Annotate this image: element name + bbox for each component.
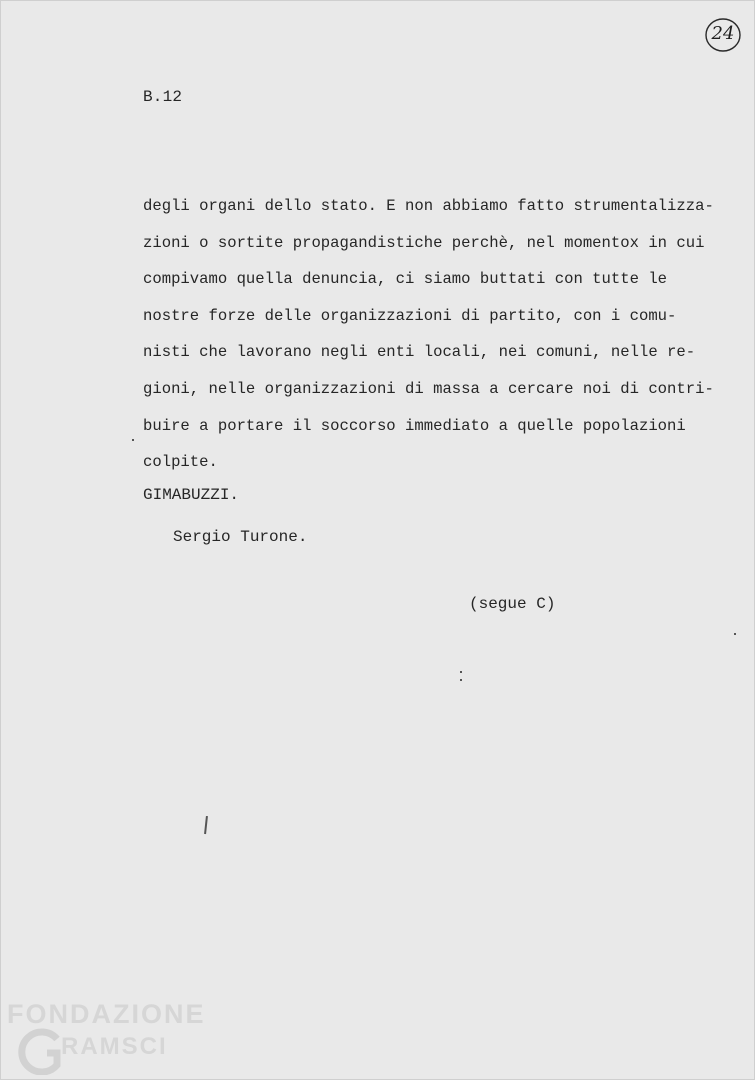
body-line: buire a portare il soccorso immediato a quelle popolazioni <box>143 416 686 435</box>
body-line: compivamo quella denuncia, ci siamo buttati con tutte le <box>143 270 668 289</box>
body-line: zioni o sortite propagandistiche perchè, nel momentox in cui <box>143 233 705 252</box>
page-number-text: 24 <box>711 23 735 44</box>
watermark-line2: RAMSCI <box>61 1033 168 1060</box>
body-line: nisti che lavorano negli enti locali, nei comuni, nelle re- <box>143 343 696 362</box>
handwritten-page-number <box>703 15 743 55</box>
watermark-line1: FONDAZIONE <box>7 999 206 1029</box>
body-line: colpite. <box>143 453 218 472</box>
paper-speck <box>460 679 462 681</box>
speaker-name: GIMABUZZI. <box>143 486 240 504</box>
paper-speck <box>204 816 207 834</box>
continuation-note: (segue C) <box>469 595 556 613</box>
author-name: Sergio Turone. <box>173 528 308 546</box>
body-text <box>143 197 723 490</box>
paper-speck <box>460 671 462 673</box>
body-line: degli organi dello stato. E non abbiamo fatto strumentalizza- <box>143 197 714 215</box>
paper-speck <box>734 633 736 635</box>
paper-speck <box>132 439 134 441</box>
foundation-watermark <box>5 995 206 1075</box>
document-reference: B.12 <box>143 88 183 106</box>
body-line: nostre forze delle organizzazioni di partito, con i comu- <box>143 306 677 325</box>
body-line: gioni, nelle organizzazioni di massa a cercare noi di contri- <box>143 379 714 398</box>
